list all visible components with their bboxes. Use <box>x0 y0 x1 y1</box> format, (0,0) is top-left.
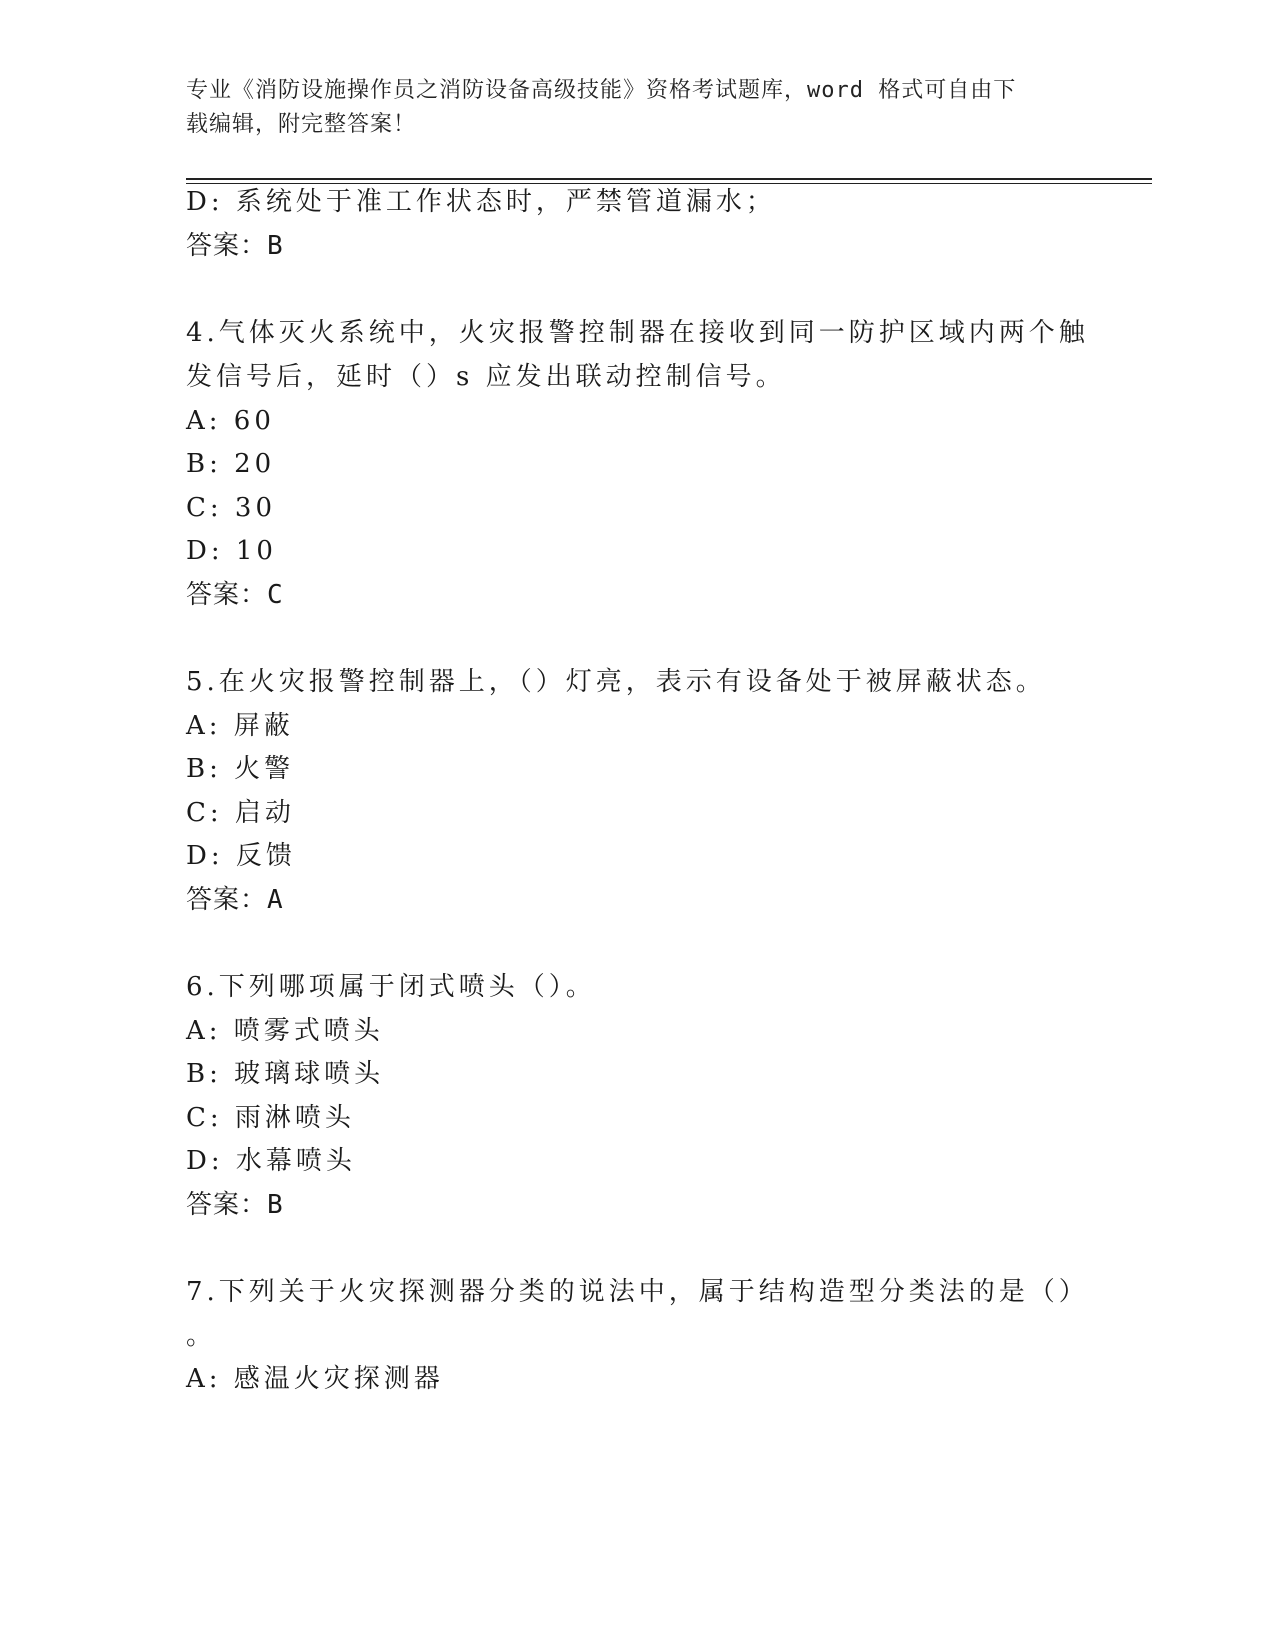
q6-stem-line-1: 6.下列哪项属于闭式喷头（）。 <box>186 972 596 1002</box>
q5-option-d: D: 反馈 <box>186 841 296 871</box>
q6-answer: 答案：B <box>186 1190 284 1220</box>
q5-answer: 答案：A <box>186 885 284 915</box>
q4-answer: 答案：C <box>186 580 284 610</box>
q5-option-c: C: 启动 <box>186 798 295 828</box>
header-divider-thin <box>186 183 1152 184</box>
q7-stem-line-2: 。 <box>186 1321 217 1351</box>
q6-option-a: A: 喷雾式喷头 <box>186 1016 384 1046</box>
q6-option-b: B: 玻璃球喷头 <box>186 1059 385 1089</box>
prev-answer: 答案：B <box>186 231 284 261</box>
q4-option-d: D: 10 <box>186 536 277 566</box>
header-divider-thick <box>186 178 1152 180</box>
q4-stem-line-1: 4.气体灭火系统中，火灾报警控制器在接收到同一防护区域内两个触 <box>186 318 1089 348</box>
q5-option-a: A: 屏蔽 <box>186 711 294 741</box>
q5-option-b: B: 火警 <box>186 754 295 784</box>
prev-option-d: D: 系统处于准工作状态时，严禁管道漏水； <box>186 187 776 217</box>
q4-option-a: A: 60 <box>186 406 275 436</box>
document-header <box>186 74 1066 142</box>
q4-stem-line-2: 发信号后，延时（）s 应发出联动控制信号。 <box>186 362 786 392</box>
q7-stem-line-1: 7.下列关于火灾探测器分类的说法中，属于结构造型分类法的是（） <box>186 1277 1089 1307</box>
q7-option-a: A: 感温火灾探测器 <box>186 1364 444 1394</box>
q5-stem-line-1: 5.在火灾报警控制器上，（）灯亮，表示有设备处于被屏蔽状态。 <box>186 667 1046 697</box>
header-line-1: 专业《消防设施操作员之消防设备高级技能》资格考试题库，word 格式可自由下 <box>186 78 1017 103</box>
q6-option-c: C: 雨淋喷头 <box>186 1103 355 1133</box>
q4-option-b: B: 20 <box>186 449 276 479</box>
q6-option-d: D: 水幕喷头 <box>186 1146 356 1176</box>
q4-option-c: C: 30 <box>186 493 277 523</box>
header-line-2: 载编辑，附完整答案！ <box>186 112 417 137</box>
